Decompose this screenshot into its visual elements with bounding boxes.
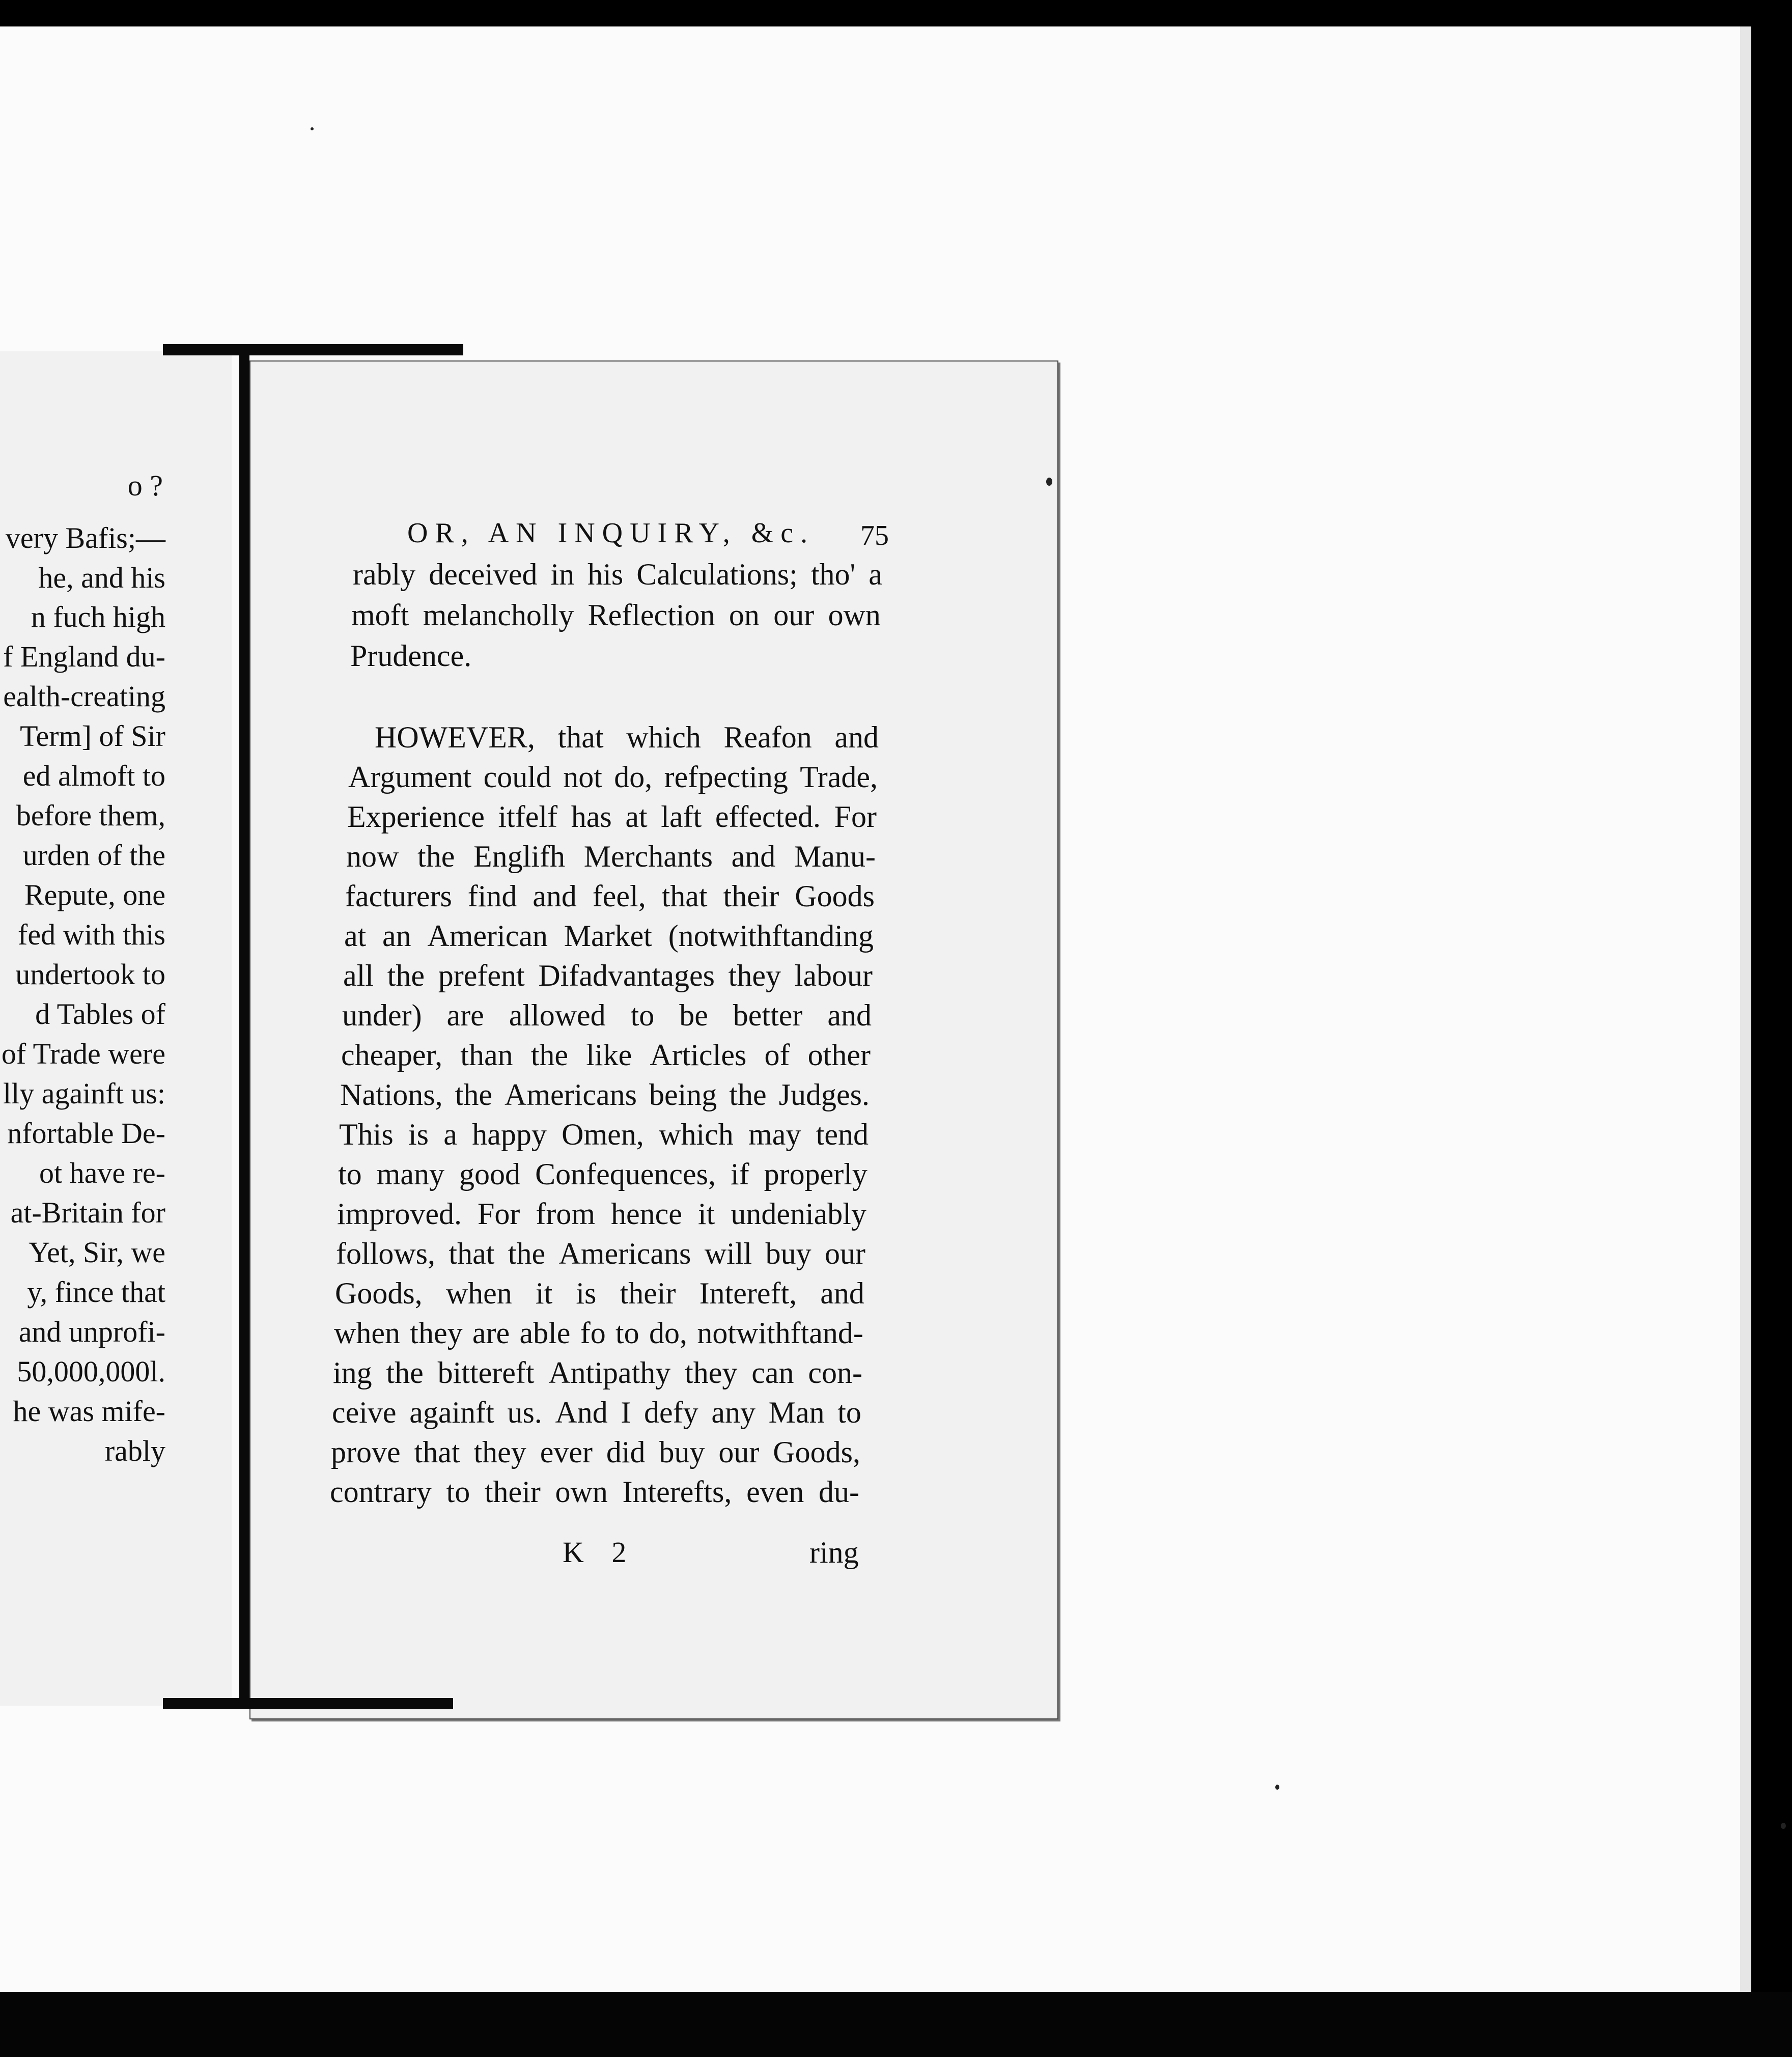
left-line: before them, xyxy=(16,799,165,832)
body-line: facturers find and feel, that their Goods xyxy=(345,879,875,913)
body-line: contrary to their own Interefts, even du- xyxy=(330,1475,859,1509)
left-line: rably xyxy=(104,1434,165,1467)
body-line: Prudence. xyxy=(350,639,472,673)
body-line: HOWEVER, that which Reafon and xyxy=(375,720,879,754)
body-line: all the prefent Difadvantages they labour xyxy=(343,959,873,992)
left-line: Yet, Sir, we xyxy=(29,1236,165,1269)
left-line: lly againft us: xyxy=(3,1077,165,1110)
body-line: prove that they ever did buy our Goods, xyxy=(331,1435,860,1469)
body-line: follows, that the Americans will buy our xyxy=(336,1237,865,1270)
left-line: f England du- xyxy=(3,640,165,673)
body-line: ceive againft us. And I defy any Man to xyxy=(332,1396,861,1429)
left-line: ot have re- xyxy=(39,1156,165,1189)
binding-bottom xyxy=(163,1698,453,1709)
ink-speck xyxy=(311,127,314,130)
left-line: he was mife- xyxy=(13,1395,165,1428)
binding-top xyxy=(163,344,463,355)
ink-speck xyxy=(1046,478,1052,486)
body-line: now the Englifh Merchants and Manu- xyxy=(346,840,876,873)
catchword: ring xyxy=(809,1536,859,1569)
left-line: Repute, one xyxy=(24,878,165,911)
left-line: he, and his xyxy=(38,561,165,594)
body-line: Argument could not do, refpecting Trade, xyxy=(348,760,878,794)
left-line: of Trade were xyxy=(1,1037,165,1070)
left-line: o ? xyxy=(127,469,163,502)
left-line: d Tables of xyxy=(35,997,165,1031)
body-line: at an American Market (notwithftanding xyxy=(344,919,874,953)
body-line: under) are allowed to be better and xyxy=(342,998,872,1032)
left-line: Term] of Sir xyxy=(20,719,165,753)
body-line: rably deceived in his Calculations; tho' a xyxy=(353,558,882,591)
body-line: improved. For from hence it undeniably xyxy=(337,1197,866,1231)
right-border xyxy=(1751,0,1792,2057)
page-edge xyxy=(1740,26,1751,1992)
ink-speck xyxy=(1275,1785,1279,1790)
left-line: undertook to xyxy=(15,958,165,991)
body-line: Nations, the Americans being the Judges. xyxy=(340,1078,870,1111)
ink-speck xyxy=(1781,1823,1786,1829)
left-line: and unprofi- xyxy=(18,1315,165,1348)
left-line: y, fince that xyxy=(27,1275,165,1309)
left-line: urden of the xyxy=(22,839,165,872)
body-line: to many good Confequences, if properly xyxy=(338,1157,867,1191)
left-line: very Bafis;— xyxy=(5,521,165,554)
left-line: nfortable De- xyxy=(7,1117,165,1150)
left-line: ealth-creating xyxy=(3,680,165,713)
body-line: when they are able fo to do, notwithftand- xyxy=(334,1316,863,1350)
page-number: 75 xyxy=(860,520,889,551)
body-line: cheaper, than the like Articles of other xyxy=(341,1038,871,1072)
signature-mark: K 2 xyxy=(563,1536,637,1569)
left-line: at-Britain for xyxy=(10,1196,165,1229)
left-line: fed with this xyxy=(18,918,165,951)
body-line: Goods, when it is their Intereft, and xyxy=(335,1276,864,1310)
left-line: 50,000,000l. xyxy=(17,1355,165,1388)
body-line: moft melancholly Reflection on our own xyxy=(351,598,881,632)
bottom-border xyxy=(0,1992,1792,2057)
book-spine xyxy=(239,351,249,1706)
running-head: OR, AN INQUIRY, &c. xyxy=(407,517,815,549)
left-line: ed almoft to xyxy=(22,759,165,792)
body-line: This is a happy Omen, which may tend xyxy=(339,1118,869,1151)
body-line: ing the bittereft Antipathy they can con- xyxy=(333,1356,862,1389)
left-line: n fuch high xyxy=(31,600,165,633)
body-line: Experience itfelf has at laft effected. For xyxy=(347,800,877,833)
